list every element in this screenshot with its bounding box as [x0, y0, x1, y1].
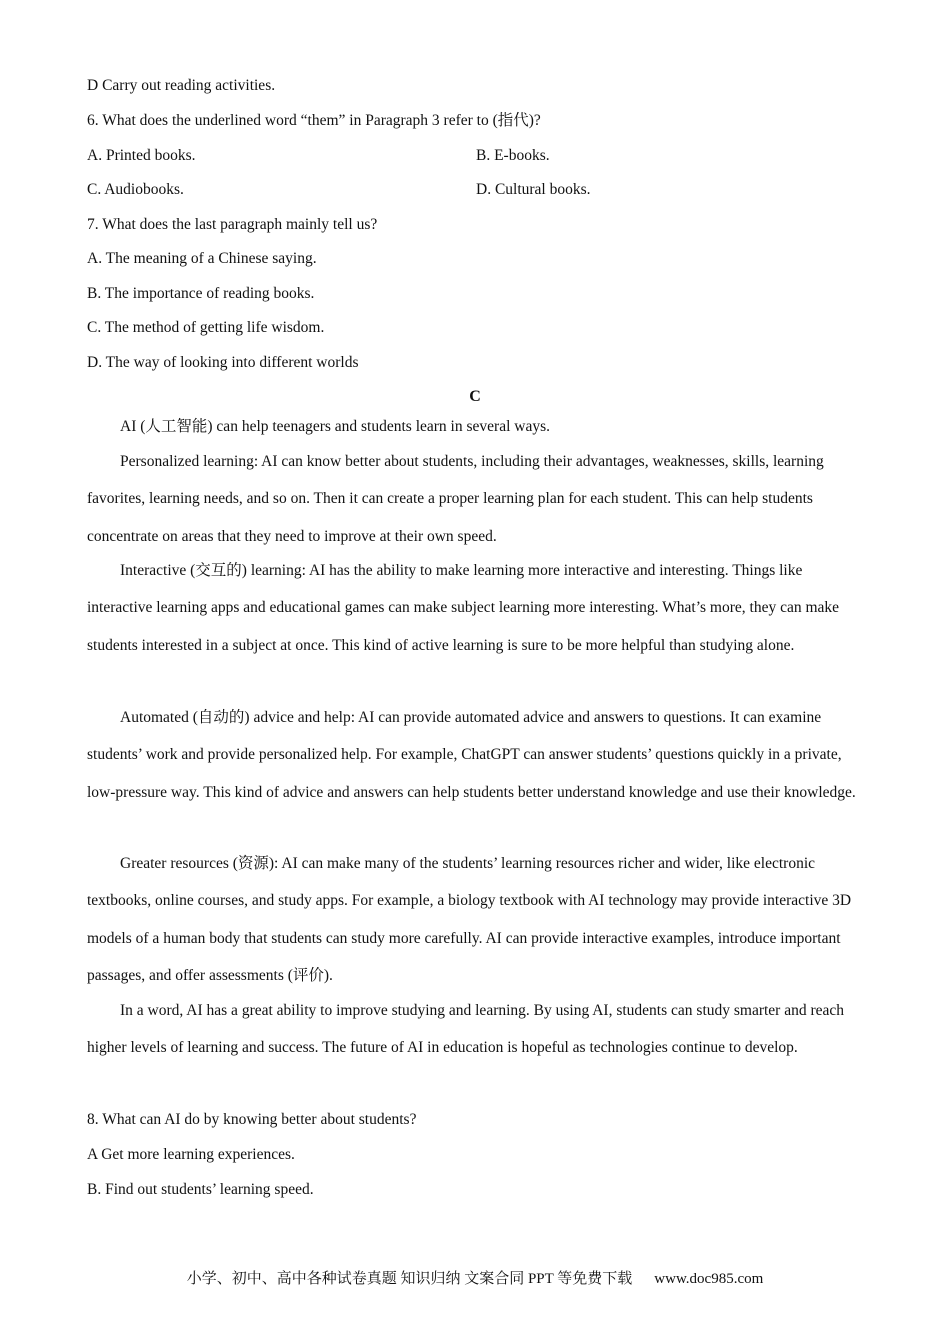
- q5-option-d: D Carry out reading activities.: [87, 77, 276, 94]
- paragraph-automated-advice: Automated (自动的) advice and help: AI can provide automated advice and answers to questions. It can examine students’ work and provide personalized help. For example, ChatGPT can answer students’ questions quickly in a private, low-pressure way. This kind of advice and answers can help students better understand knowledge and use their knowledge.: [87, 709, 856, 801]
- q7-option-a: A. The meaning of a Chinese saying.: [87, 250, 317, 267]
- q8-option-a: A Get more learning experiences.: [87, 1146, 295, 1163]
- q6-option-a: A. Printed books.: [87, 147, 196, 164]
- q6-option-c: C. Audiobooks.: [87, 181, 184, 198]
- paragraph-personalized-learning: Personalized learning: AI can know better about students, including their advantages, weaknesses, skills, learning favorites, learning needs, and so on. Then it can create a proper learning plan for each student. This can help students concentrate on areas that they need to improve at their own speed.: [87, 453, 824, 545]
- q6-option-b: B. E-books.: [476, 147, 550, 164]
- passage-intro: AI (人工智能) can help teenagers and students learn in several ways.: [120, 418, 550, 435]
- passage-heading: C: [469, 388, 481, 405]
- footer-site-link[interactable]: www.doc985.com: [654, 1271, 764, 1287]
- q7-option-b: B. The importance of reading books.: [87, 285, 315, 302]
- page-footer: [0, 1269, 950, 1289]
- paragraph-interactive-learning: Interactive (交互的) learning: AI has the ability to make learning more interactive and interesting. Things like interactive learning apps and educational games can make subject learning more interesting. What’s more, they can make students interested in a subject at once. This kind of active learning is sure to be more helpful than studying alone.: [87, 562, 840, 654]
- q7-option-c: C. The method of getting life wisdom.: [87, 319, 325, 336]
- paragraph-conclusion: In a word, AI has a great ability to improve studying and learning. By using AI, students can study smarter and reach higher levels of learning and success. The future of AI in education is hopeful as technologies continue to develop.: [87, 1002, 845, 1057]
- q6-option-d: D. Cultural books.: [476, 181, 591, 198]
- footer-text: 小学、初中、高中各种试卷真题 知识归纳 文案合同 PPT 等免费下载: [186, 1271, 633, 1287]
- paragraph-greater-resources: Greater resources (资源): AI can make many of the students’ learning resources richer and wider, like electronic textbooks, online courses, and study apps. For example, a biology textbook with AI technology may provide interactive 3D models of a human body that students can study more carefully. AI can provide interactive examples, introduce important passages, and offer assessments (评价).: [87, 855, 852, 984]
- q8-option-b: B. Find out students’ learning speed.: [87, 1181, 314, 1198]
- question-6: 6. What does the underlined word “them” in Paragraph 3 refer to (指代)?: [87, 112, 541, 129]
- question-8: 8. What can AI do by knowing better about students?: [87, 1111, 417, 1128]
- q7-option-d: D. The way of looking into different worlds: [87, 354, 359, 371]
- question-7: 7. What does the last paragraph mainly tell us?: [87, 216, 378, 233]
